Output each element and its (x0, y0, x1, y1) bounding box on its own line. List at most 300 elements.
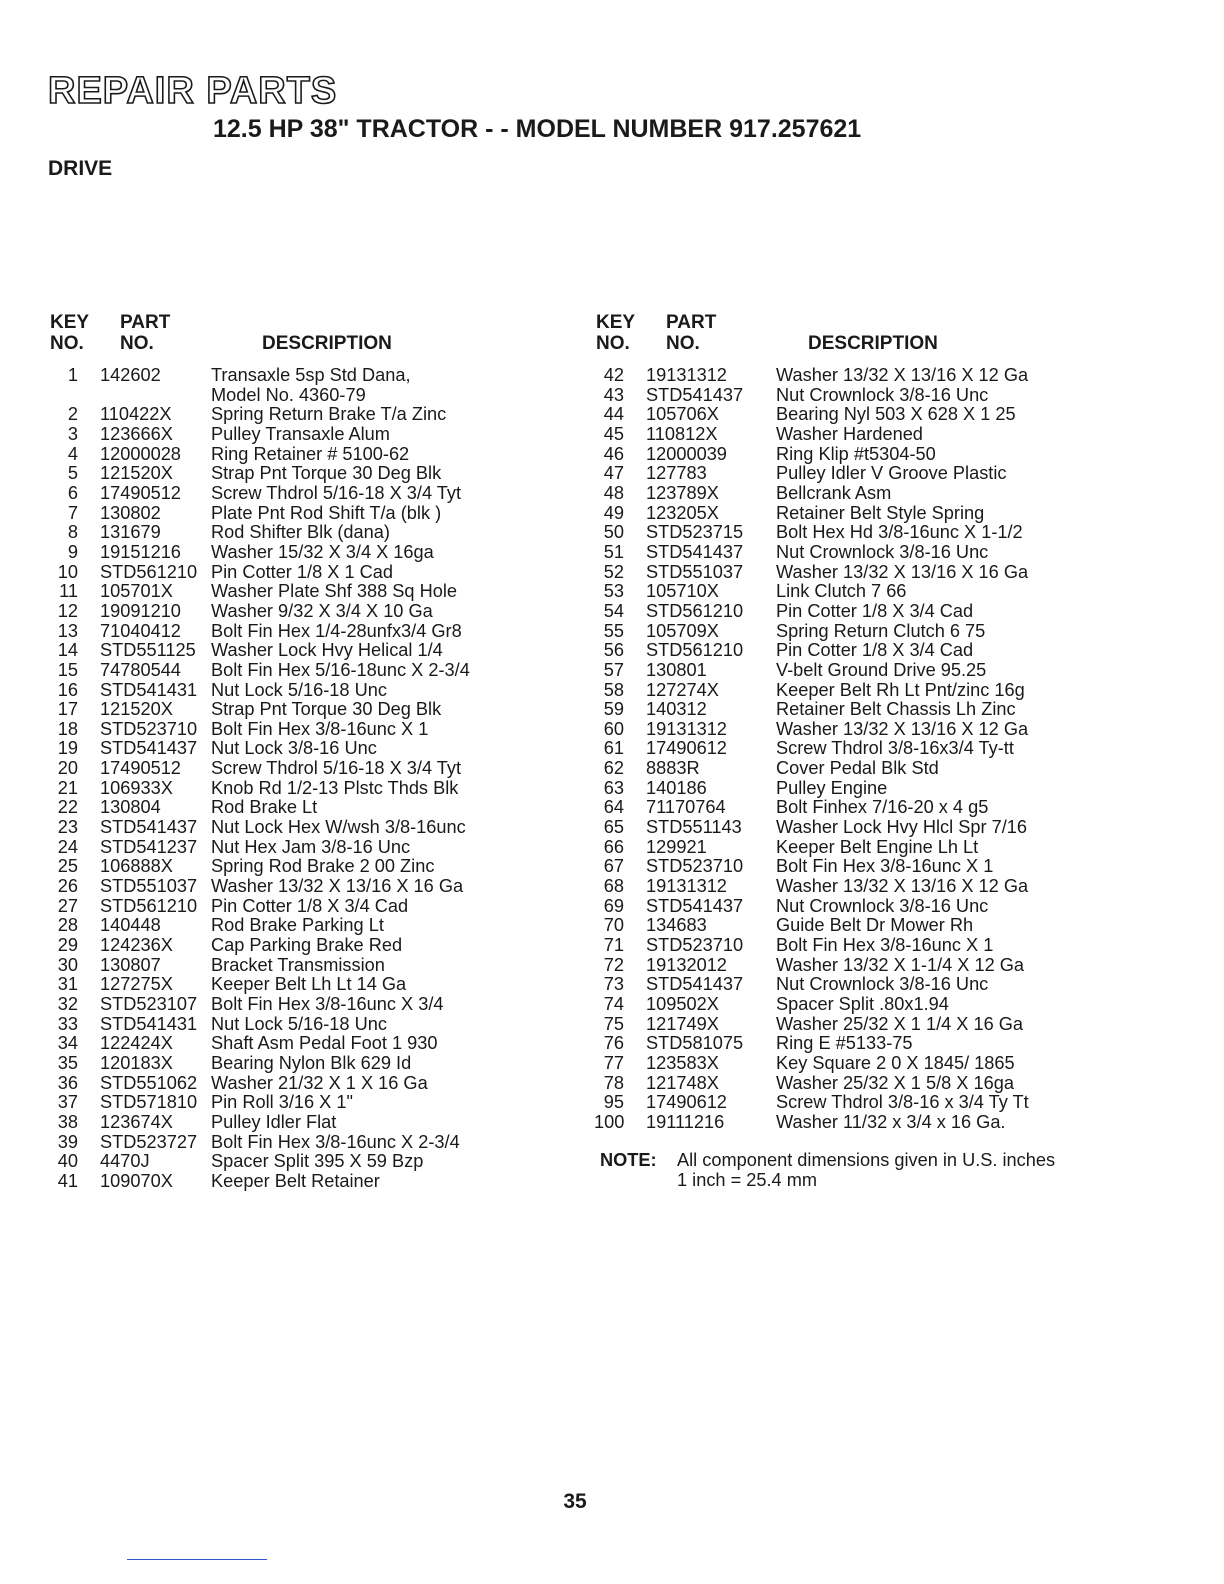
part-row (48, 1093, 568, 1113)
part-row (594, 425, 1114, 445)
part-row (48, 405, 568, 425)
part-number (78, 386, 211, 406)
key-number: 100 (594, 1111, 625, 1132)
part-number: 19131312 (646, 718, 727, 739)
key-number: 1 (67, 365, 78, 385)
part-row (48, 602, 568, 622)
part-row (594, 622, 1114, 642)
part-row (48, 1034, 568, 1054)
part-description: Keeper Belt Rh Lt Pnt/zinc 16g (776, 679, 1025, 700)
part-number: 19151216 (100, 541, 181, 562)
part-row (48, 798, 568, 818)
part-description: Washer 21/32 X 1 X 16 Ga (211, 1072, 428, 1093)
header-key-no: NO. (50, 333, 84, 354)
part-number: STD561210 (100, 895, 198, 916)
key-number: 58 (603, 679, 624, 700)
part-description: Nut Hex Jam 3/8-16 Unc (211, 836, 411, 857)
key-number: 55 (603, 620, 624, 641)
parts-list-left (48, 366, 568, 1192)
part-description: Spacer Split 395 X 59 Bzp (211, 1151, 424, 1172)
part-number: STD561210 (100, 561, 198, 582)
part-description: Bolt Finhex 7/16-20 x 4 g5 (776, 797, 989, 818)
part-number: 17490612 (646, 738, 727, 759)
part-number: 105710X (646, 581, 719, 602)
key-number: 15 (57, 659, 78, 680)
part-row (594, 700, 1114, 720)
key-number: 73 (603, 974, 624, 995)
part-row (594, 563, 1114, 583)
key-number: 43 (603, 384, 624, 405)
key-number: 46 (603, 443, 624, 464)
key-number: 49 (603, 502, 624, 523)
key-number: 60 (603, 718, 624, 739)
part-description: Keeper Belt Engine Lh Lt (776, 836, 979, 857)
part-row (48, 897, 568, 917)
part-number: 130807 (100, 954, 161, 975)
part-number: 127275X (100, 974, 173, 995)
part-row (48, 504, 568, 524)
part-number: STD541437 (646, 541, 744, 562)
part-number: 105709X (646, 620, 719, 641)
part-description: Nut Lock 5/16-18 Unc (211, 679, 387, 700)
part-description: Spring Return Brake T/a Zinc (211, 404, 447, 425)
part-number: 134683 (646, 915, 707, 936)
part-number: 19131312 (646, 365, 727, 385)
part-description: Bolt Fin Hex 3/8-16unc X 3/4 (211, 994, 444, 1014)
key-number: 28 (57, 915, 78, 936)
key-number: 23 (57, 817, 78, 838)
part-row (594, 405, 1114, 425)
part-number: 109070X (100, 1170, 173, 1191)
part-row (594, 504, 1114, 524)
part-description: Bolt Fin Hex 3/8-16unc X 2-3/4 (211, 1131, 460, 1152)
part-number: STD523107 (100, 994, 198, 1014)
part-number: 124236X (100, 935, 173, 956)
part-row (594, 1074, 1114, 1094)
part-description: Washer Lock Hvy Hlcl Spr 7/16 (776, 817, 1028, 838)
part-row (48, 1015, 568, 1035)
part-description: Pin Cotter 1/8 X 3/4 Cad (776, 640, 974, 661)
part-row (48, 720, 568, 740)
part-description: Washer Plate Shf 388 Sq Hole (211, 581, 458, 602)
part-description: Washer 13/32 X 13/16 X 12 Ga (776, 876, 1029, 897)
key-number: 67 (603, 856, 624, 877)
part-number: STD551037 (646, 561, 744, 582)
part-description: Nut Crownlock 3/8-16 Unc (776, 541, 989, 562)
note-line-1: All component dimensions given in U.S. inches (677, 1150, 1056, 1170)
part-description: Rod Brake Parking Lt (211, 915, 384, 936)
key-number: 9 (67, 541, 78, 562)
part-description: Spacer Split .80x1.94 (776, 994, 949, 1014)
key-number: 31 (57, 974, 78, 995)
part-number: STD523715 (646, 522, 744, 543)
part-description: Nut Crownlock 3/8-16 Unc (776, 895, 989, 916)
key-number: 11 (59, 581, 78, 602)
part-row (48, 622, 568, 642)
part-description: Strap Pnt Torque 30 Deg Blk (211, 699, 442, 720)
header-description: DESCRIPTION (262, 333, 392, 354)
key-number: 24 (57, 836, 78, 857)
key-number: 51 (603, 541, 624, 562)
part-row (48, 975, 568, 995)
key-number: 21 (57, 777, 78, 798)
key-number: 40 (57, 1151, 78, 1172)
part-number: 120183X (100, 1052, 173, 1073)
part-description: Washer 13/32 X 13/16 X 12 Ga (776, 718, 1029, 739)
key-number: 22 (57, 797, 78, 818)
parts-column-left (48, 310, 568, 1191)
key-number: 41 (57, 1170, 78, 1191)
part-number: STD523710 (100, 718, 198, 739)
part-row (594, 602, 1114, 622)
key-number: 56 (603, 640, 624, 661)
part-description: Ring E #5133-75 (776, 1033, 913, 1054)
part-row (48, 1172, 568, 1192)
key-number: 32 (57, 994, 78, 1014)
part-row (594, 936, 1114, 956)
part-number: 121749X (646, 1013, 719, 1034)
key-number: 69 (603, 895, 624, 916)
key-number: 68 (603, 876, 624, 897)
key-number: 57 (603, 659, 624, 680)
part-row (594, 1113, 1114, 1133)
part-number: 74780544 (100, 659, 181, 680)
key-number: 12 (57, 600, 78, 621)
part-description: Keeper Belt Retainer (211, 1170, 380, 1191)
part-description: Shaft Asm Pedal Foot 1 930 (211, 1033, 438, 1054)
part-number: 121520X (100, 463, 173, 484)
part-description: Washer 25/32 X 1 5/8 X 16ga (776, 1072, 1014, 1093)
header-part: PART (120, 312, 171, 333)
part-description: Plate Pnt Rod Shift T/a (blk ) (211, 502, 442, 523)
header-description: DESCRIPTION (808, 333, 938, 354)
part-number: 17490612 (646, 1092, 727, 1113)
part-row (594, 1093, 1114, 1113)
part-number: 110812X (646, 423, 718, 444)
key-number: 33 (57, 1013, 78, 1034)
part-row (48, 739, 568, 759)
key-number: 8 (67, 522, 78, 543)
key-number: 27 (57, 895, 78, 916)
part-number: 106888X (100, 856, 173, 877)
part-number: 71040412 (100, 620, 181, 641)
part-number: STD541437 (646, 974, 744, 995)
key-number: 6 (67, 482, 78, 503)
part-row (594, 916, 1114, 936)
part-description: Washer Hardened (776, 423, 923, 444)
part-number: 110422X (100, 404, 172, 425)
part-row (594, 464, 1114, 484)
part-description: Washer 13/32 X 13/16 X 16 Ga (776, 561, 1029, 582)
key-number: 5 (67, 463, 78, 484)
key-number: 59 (603, 699, 624, 720)
part-row (48, 1113, 568, 1133)
key-number: 48 (603, 482, 624, 503)
header-key: KEY (50, 312, 90, 333)
part-number: STD561210 (646, 640, 744, 661)
part-number: STD551037 (100, 876, 198, 897)
header-part: PART (666, 312, 717, 333)
part-description: Pin Cotter 1/8 X 1 Cad (211, 561, 393, 582)
part-description: Pin Cotter 1/8 X 3/4 Cad (776, 600, 974, 621)
key-number: 20 (57, 758, 78, 779)
part-row (48, 916, 568, 936)
header-key-no: NO. (596, 333, 630, 354)
part-row (594, 543, 1114, 563)
part-row (48, 366, 568, 386)
part-row (48, 681, 568, 701)
part-number: 123205X (646, 502, 719, 523)
part-row (48, 523, 568, 543)
part-row (594, 681, 1114, 701)
part-description: Nut Lock 5/16-18 Unc (211, 1013, 387, 1034)
part-description: Keeper Belt Lh Lt 14 Ga (211, 974, 407, 995)
note-label: NOTE: (600, 1150, 657, 1170)
part-description: V-belt Ground Drive 95.25 (776, 659, 987, 680)
part-description: Pin Roll 3/16 X 1" (211, 1092, 353, 1113)
key-number: 47 (603, 463, 624, 484)
part-number: 19132012 (646, 954, 727, 975)
part-number: 121520X (100, 699, 173, 720)
part-description: Knob Rd 1/2-13 Plstc Thds Blk (211, 777, 459, 798)
part-description: Key Square 2 0 X 1845/ 1865 (776, 1052, 1015, 1073)
key-number: 37 (57, 1092, 78, 1113)
part-description: Pulley Idler V Groove Plastic (776, 463, 1007, 484)
key-number: 39 (57, 1131, 78, 1152)
part-description: Rod Brake Lt (211, 797, 318, 818)
part-number: 17490512 (100, 482, 181, 503)
parts-list-right (594, 366, 1114, 1133)
key-number: 19 (57, 738, 78, 759)
key-number: 75 (603, 1013, 624, 1034)
key-number: 3 (67, 423, 78, 444)
part-number: STD541437 (100, 738, 198, 759)
part-row (594, 720, 1114, 740)
key-number: 50 (603, 522, 624, 543)
part-number: STD561210 (646, 600, 744, 621)
part-description: Model No. 4360-79 (211, 384, 366, 405)
part-row (48, 1152, 568, 1172)
part-row (48, 956, 568, 976)
part-row (48, 464, 568, 484)
key-number: 7 (67, 502, 78, 523)
part-number: STD541431 (100, 1013, 198, 1034)
part-number: 109502X (646, 994, 719, 1014)
page-title: REPAIR PARTS (48, 70, 338, 112)
key-number: 34 (57, 1033, 78, 1054)
key-number: 13 (57, 620, 78, 641)
part-row (594, 366, 1114, 386)
header-key: KEY (596, 312, 636, 333)
part-row (48, 641, 568, 661)
key-number: 25 (57, 856, 78, 877)
part-number: 4470J (100, 1151, 150, 1172)
part-description: Washer Lock Hvy Helical 1/4 (211, 640, 443, 661)
part-number: STD541431 (100, 679, 198, 700)
key-number: 77 (603, 1052, 624, 1073)
part-number: 129921 (646, 836, 707, 857)
part-description: Nut Crownlock 3/8-16 Unc (776, 974, 989, 995)
part-row (48, 386, 568, 406)
key-number: 4 (67, 443, 78, 464)
section-heading: DRIVE (48, 157, 113, 180)
part-number: 8883R (646, 758, 700, 779)
part-row (594, 798, 1114, 818)
part-description: Nut Lock 3/8-16 Unc (211, 738, 377, 759)
part-description: Washer 9/32 X 3/4 X 10 Ga (211, 600, 433, 621)
part-number: 106933X (100, 777, 173, 798)
key-number: 26 (57, 876, 78, 897)
key-number: 14 (57, 640, 78, 661)
key-number: 63 (603, 777, 624, 798)
part-row (48, 759, 568, 779)
part-number: 105706X (646, 404, 719, 425)
key-number: 78 (603, 1072, 624, 1093)
part-row (594, 661, 1114, 681)
part-row (594, 1015, 1114, 1035)
part-row (594, 897, 1114, 917)
part-description: Spring Return Clutch 6 75 (776, 620, 986, 641)
key-number: 70 (603, 915, 624, 936)
key-number: 18 (57, 718, 78, 739)
part-description: Bolt Fin Hex 3/8-16unc X 1 (211, 718, 429, 739)
footer-rule (127, 1559, 267, 1560)
part-description: Transaxle 5sp Std Dana, (211, 365, 411, 385)
part-number: 105701X (100, 581, 173, 602)
part-description: Screw Thdrol 5/16-18 X 3/4 Tyt (211, 758, 462, 779)
key-number: 64 (603, 797, 624, 818)
parts-column-right (594, 310, 1114, 1132)
part-number: STD541237 (100, 836, 198, 857)
part-description: Bearing Nylon Blk 629 Id (211, 1052, 412, 1073)
part-description: Washer 13/32 X 13/16 X 16 Ga (211, 876, 464, 897)
part-number: 12000039 (646, 443, 727, 464)
part-number: 130801 (646, 659, 707, 680)
key-number: 52 (603, 561, 624, 582)
part-description: Bolt Hex Hd 3/8-16unc X 1-1/2 (776, 522, 1023, 543)
part-description: Screw Thdrol 5/16-18 X 3/4 Tyt (211, 482, 462, 503)
header-part-no: NO. (120, 333, 154, 354)
part-row (48, 779, 568, 799)
part-description: Washer 25/32 X 1 1/4 X 16 Ga (776, 1013, 1024, 1034)
key-number: 42 (603, 365, 624, 385)
note (600, 1150, 1056, 1190)
part-number: 19091210 (100, 600, 181, 621)
part-description: Pin Cotter 1/8 X 3/4 Cad (211, 895, 409, 916)
key-number: 72 (603, 954, 624, 975)
part-description: Bolt Fin Hex 5/16-18unc X 2-3/4 (211, 659, 470, 680)
part-number: 131679 (100, 522, 161, 543)
part-number: 121748X (646, 1072, 719, 1093)
part-number: 130802 (100, 502, 161, 523)
part-description: Strap Pnt Torque 30 Deg Blk (211, 463, 442, 484)
part-description: Bolt Fin Hex 3/8-16unc X 1 (776, 856, 994, 877)
part-description: Washer 13/32 X 1-1/4 X 12 Ga (776, 954, 1025, 975)
key-number: 2 (67, 404, 78, 425)
part-row (48, 857, 568, 877)
part-description: Screw Thdrol 3/8-16x3/4 Ty-tt (776, 738, 1014, 759)
part-number: STD541437 (646, 895, 744, 916)
part-number: 19111216 (646, 1111, 725, 1132)
part-number: 123674X (100, 1111, 173, 1132)
part-row (594, 759, 1114, 779)
key-number: 10 (57, 561, 78, 582)
note-line-2: 1 inch = 25.4 mm (677, 1170, 818, 1190)
key-number: 53 (603, 581, 624, 602)
part-description: Guide Belt Dr Mower Rh (776, 915, 974, 936)
part-description: Nut Lock Hex W/wsh 3/8-16unc (211, 817, 466, 838)
key-number: 71 (603, 935, 624, 956)
part-row (48, 936, 568, 956)
part-number: 122424X (100, 1033, 173, 1054)
part-row (594, 386, 1114, 406)
part-number: 123789X (646, 482, 719, 503)
part-row (594, 838, 1114, 858)
key-number: 30 (57, 954, 78, 975)
column-header (48, 310, 568, 358)
part-number: STD551125 (100, 640, 196, 661)
part-number: STD541437 (646, 384, 744, 405)
part-number: 142602 (100, 365, 161, 385)
part-description: Washer 15/32 X 3/4 X 16ga (211, 541, 434, 562)
model-subtitle: 12.5 HP 38" TRACTOR - - MODEL NUMBER 917.257621 (213, 115, 862, 143)
part-description: Bellcrank Asm (776, 482, 892, 503)
key-number: 38 (57, 1111, 78, 1132)
part-description: Pulley Engine (776, 777, 888, 798)
part-description: Bolt Fin Hex 1/4-28unfx3/4 Gr8 (211, 620, 462, 641)
part-number: 140186 (646, 777, 707, 798)
part-number: 19131312 (646, 876, 727, 897)
page-number: 35 (563, 1490, 587, 1513)
part-row (594, 779, 1114, 799)
part-description: Screw Thdrol 3/8-16 x 3/4 Ty Tt (776, 1092, 1029, 1113)
part-row (594, 818, 1114, 838)
part-number: 127274X (646, 679, 719, 700)
key-number: 17 (57, 699, 78, 720)
part-number: 127783 (646, 463, 707, 484)
part-row (594, 582, 1114, 602)
part-row (594, 484, 1114, 504)
part-description: Cap Parking Brake Red (211, 935, 403, 956)
part-row (48, 995, 568, 1015)
part-number: 140448 (100, 915, 161, 936)
part-description: Cover Pedal Blk Std (776, 758, 939, 779)
key-number: 76 (603, 1033, 624, 1054)
part-number: STD551062 (100, 1072, 198, 1093)
part-number: STD571810 (100, 1092, 198, 1113)
part-row (594, 995, 1114, 1015)
part-row (48, 1133, 568, 1153)
part-description: Ring Klip #t5304-50 (776, 443, 936, 464)
part-number: STD541437 (100, 817, 198, 838)
part-row (48, 425, 568, 445)
part-row (48, 563, 568, 583)
key-number: 45 (603, 423, 624, 444)
key-number: 74 (603, 994, 624, 1014)
part-number: 123666X (100, 423, 173, 444)
part-description: Rod Shifter Blk (dana) (211, 522, 390, 543)
part-row (48, 543, 568, 563)
part-number: STD523710 (646, 856, 744, 877)
key-number: 44 (603, 404, 624, 425)
part-row (48, 661, 568, 681)
part-description: Bearing Nyl 503 X 628 X 1 25 (776, 404, 1016, 425)
key-number: 35 (57, 1052, 78, 1073)
part-row (48, 818, 568, 838)
part-number: 71170764 (646, 797, 726, 818)
part-row (48, 582, 568, 602)
part-description: Pulley Idler Flat (211, 1111, 337, 1132)
